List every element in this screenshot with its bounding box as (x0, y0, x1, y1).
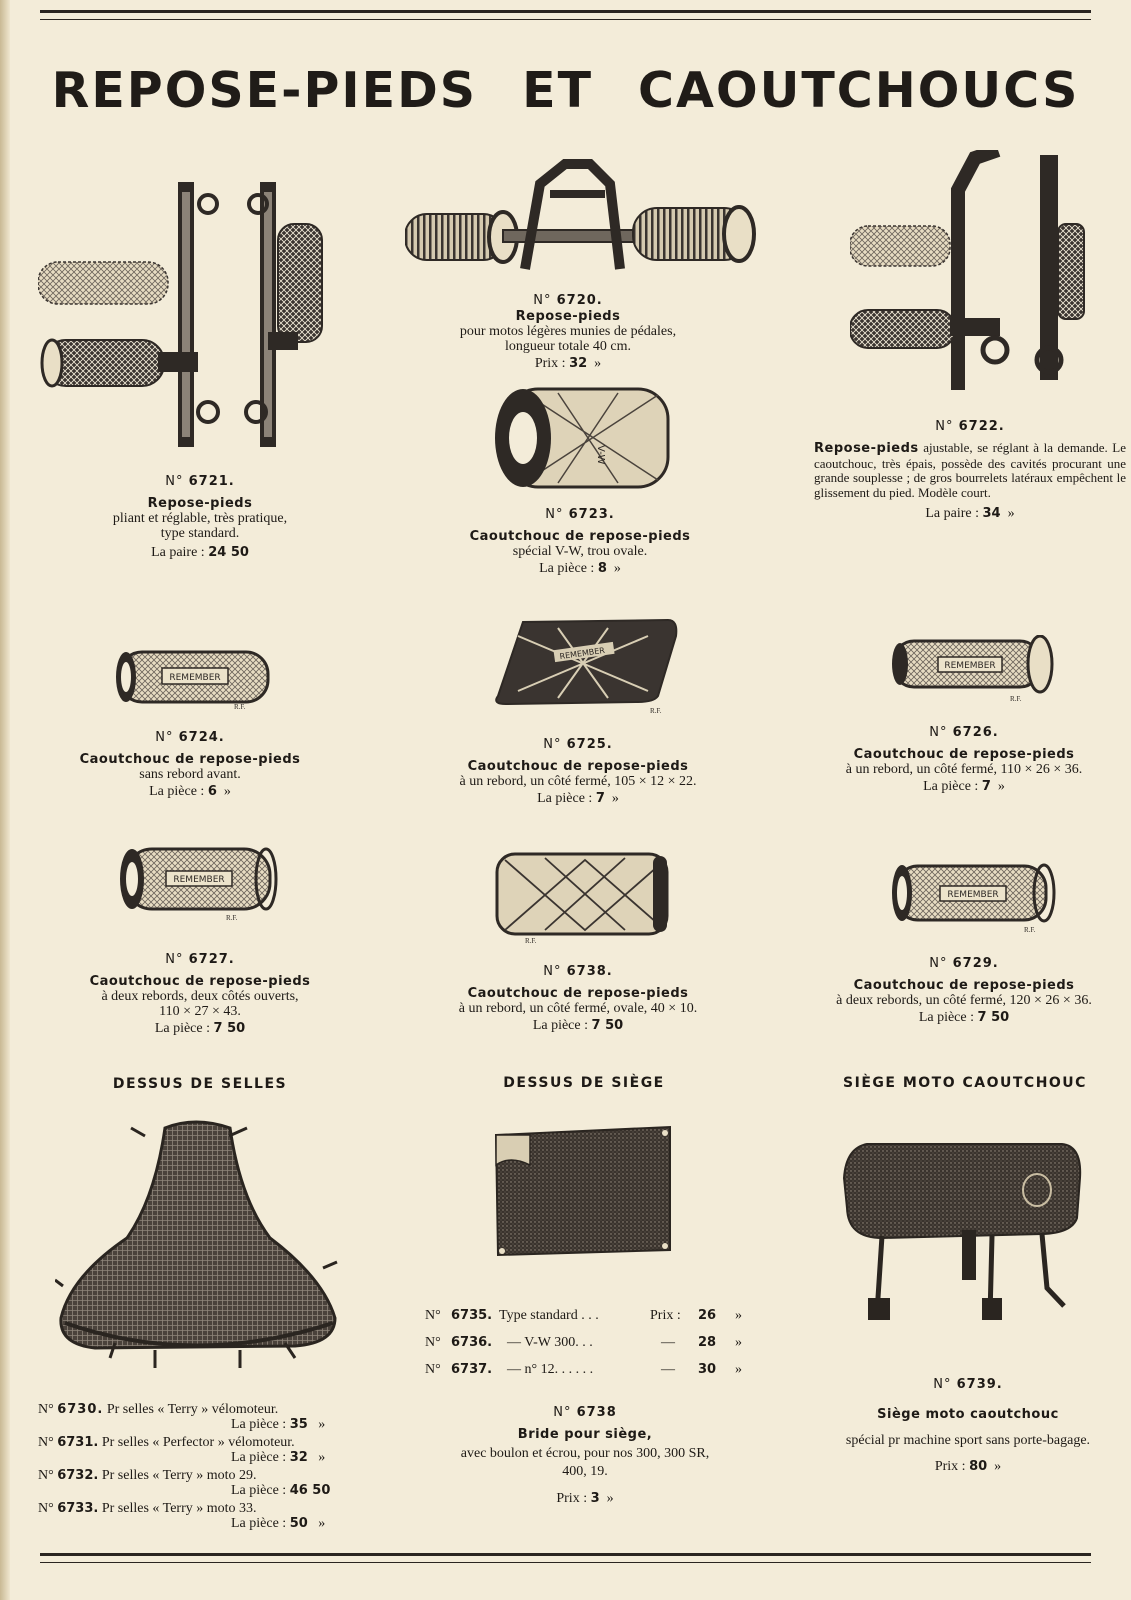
bottom-rule (40, 1553, 1091, 1563)
price-label: La pièce : (539, 561, 595, 576)
item-text: Pr selles « Terry » moto 33. (101, 1501, 257, 1516)
rubber-grip-illustration (890, 635, 1055, 705)
product-6725 (408, 737, 748, 806)
section-title-siege: DESSUS DE SIÈGE (503, 1075, 665, 1091)
row-type: — V-W 300. . . (507, 1335, 593, 1350)
product-desc: pour motos légères munies de pédales, (459, 324, 677, 339)
rf-mark: R.F. (650, 707, 662, 715)
product-number-prefix: N° (38, 1501, 54, 1516)
product-number: 6731. (57, 1435, 99, 1450)
price-value: 30 (698, 1362, 717, 1377)
product-number: 6738 (576, 1405, 617, 1420)
rubber-grip-illustration (112, 648, 272, 710)
product-number-prefix: N° (155, 730, 174, 745)
price-value: 7 (981, 779, 991, 794)
product-number-prefix: N° (543, 737, 562, 752)
row-type: — n° 12. . . . . . (507, 1362, 594, 1377)
brand-mark: REMEMBER (944, 661, 996, 671)
product-number-prefix: N° (425, 1362, 441, 1377)
section-title-selles: DESSUS DE SELLES (112, 1076, 288, 1092)
saddle-list (38, 1402, 358, 1531)
product-desc: type standard. (160, 526, 240, 541)
footrest-6721-illustration (38, 182, 338, 457)
product-number: 6735. (451, 1308, 493, 1323)
page-title: REPOSE-PIEDS ET CAOUTCHOUCS (51, 62, 1080, 119)
product-number-prefix: N° (929, 956, 948, 971)
price-value: 7 50 (591, 1018, 624, 1033)
product-number-prefix: N° (425, 1308, 441, 1323)
price-label: Prix : (556, 1491, 588, 1506)
product-number: 6722. (958, 419, 1005, 434)
price-value: 35 (289, 1417, 308, 1432)
vw-mark: V-W (595, 445, 606, 465)
rubber-grip-illustration (495, 850, 675, 945)
product-number: 6721. (188, 474, 235, 489)
product-desc: longueur totale 40 cm. (505, 339, 631, 354)
product-number: 6738. (566, 964, 613, 979)
footrest-6722-illustration (850, 150, 1100, 395)
product-name: Caoutchouc de repose-pieds (853, 747, 1075, 762)
price-suffix: » (318, 1450, 326, 1465)
item-price (38, 1483, 358, 1498)
price-label: Prix : (534, 356, 566, 371)
price-label: La paire : (151, 545, 205, 560)
product-number: 6727. (188, 952, 235, 967)
price-value: 50 (289, 1516, 308, 1531)
table-row (425, 1362, 755, 1382)
product-name: Caoutchouc de repose-pieds (79, 752, 301, 767)
rubber-grip-illustration (118, 845, 278, 923)
product-number: 6725. (566, 737, 613, 752)
product-number: 6733. (57, 1501, 99, 1516)
price-value: 3 (590, 1491, 600, 1506)
product-6729 (800, 956, 1128, 1025)
item-text: Pr selles « Perfector » vélomoteur. (101, 1435, 295, 1450)
product-number: 6732. (57, 1468, 99, 1483)
price-value: 32 (569, 356, 588, 371)
price-suffix: » (1007, 506, 1015, 521)
product-6726 (800, 725, 1128, 794)
price-suffix: » (611, 791, 619, 806)
product-number-prefix: N° (929, 725, 948, 740)
product-number-prefix: N° (38, 1435, 54, 1450)
price-suffix: » (613, 561, 621, 576)
footrest-6720-illustration (405, 154, 762, 284)
price-suffix: » (994, 1459, 1002, 1474)
product-desc: spécial V-W, trou ovale. (512, 544, 648, 559)
product-number-prefix: N° (533, 293, 552, 308)
product-name: Repose-pieds (814, 441, 919, 456)
brand-mark: REMEMBER (169, 673, 221, 683)
rf-mark: R.F. (1010, 695, 1022, 703)
product-number-prefix: N° (38, 1468, 54, 1483)
product-number: 6736. (451, 1335, 493, 1350)
product-name: Caoutchouc de repose-pieds (89, 974, 311, 989)
price-label: La pièce : (231, 1516, 287, 1531)
product-desc: sans rebord avant. (139, 767, 241, 782)
product-desc: à un rebord, un côté fermé, ovale, 40 × 10. (458, 1001, 698, 1016)
product-number: 6724. (178, 730, 225, 745)
product-name: Caoutchouc de repose-pieds (853, 978, 1075, 993)
item-text: Pr selles « Terry » moto 29. (101, 1468, 257, 1483)
brand-mark: REMEMBER (559, 645, 606, 662)
moto-seat-illustration (842, 1138, 1087, 1333)
product-6727 (40, 952, 360, 1036)
row-type: Type standard . . . (499, 1308, 599, 1323)
price-label: Prix : (934, 1459, 966, 1474)
price-label: La pièce : (537, 791, 593, 806)
product-desc: ajustable, se réglant à la demande. Le caoutchouc, très épais, possède des cavités procurant une grande souplesse ; de gros bourrelets latéraux empêchent le glissement du pied. Modèle court. (814, 440, 1126, 500)
price-suffix: » (223, 784, 231, 799)
price-label: La pièce : (231, 1417, 287, 1432)
product-number: 6726. (952, 725, 999, 740)
product-number-prefix: N° (933, 1377, 952, 1392)
product-desc: avec boulon et écrou, pour nos 300, 300 SR, (460, 1446, 710, 1461)
price-label: La pièce : (923, 779, 979, 794)
product-number-prefix: N° (165, 952, 184, 967)
price-value: 46 50 (289, 1483, 331, 1498)
rf-mark: R.F. (525, 937, 537, 945)
price-label: La pièce : (231, 1483, 287, 1498)
product-6720 (418, 293, 718, 371)
table-row (425, 1308, 755, 1328)
price-suffix: » (735, 1308, 742, 1323)
price-value: 34 (982, 506, 1001, 521)
product-desc: à un rebord, un côté fermé, 110 × 26 × 36. (845, 762, 1083, 777)
price-value: 28 (698, 1335, 717, 1350)
rf-mark: R.F. (226, 914, 238, 922)
price-label: La paire : (925, 506, 980, 521)
product-number: 6730. (57, 1402, 104, 1417)
price-suffix: » (735, 1362, 742, 1377)
price-label: Prix : (650, 1308, 681, 1323)
price-value: 6 (207, 784, 217, 799)
product-desc: à deux rebords, deux côtés ouverts, (101, 989, 299, 1004)
price-suffix: » (606, 1491, 614, 1506)
product-name: Caoutchouc de repose-pieds (467, 759, 689, 774)
product-6739 (808, 1377, 1128, 1474)
list-item (38, 1468, 358, 1483)
list-item (38, 1501, 358, 1516)
product-name: Siège moto caoutchouc (877, 1407, 1059, 1422)
product-number-prefix: N° (543, 964, 562, 979)
price-label: — (661, 1362, 675, 1377)
price-value: 80 (969, 1459, 988, 1474)
rf-mark: R.F. (234, 703, 246, 710)
price-suffix: » (594, 356, 602, 371)
product-number-prefix: N° (38, 1402, 54, 1417)
product-desc: à deux rebords, un côté fermé, 120 × 26 × 36. (836, 993, 1092, 1008)
price-value: 7 (595, 791, 605, 806)
product-number: 6723. (568, 507, 615, 522)
price-value: 7 50 (977, 1010, 1010, 1025)
product-6723 (430, 507, 730, 576)
item-price (38, 1417, 358, 1432)
rubber-grip-illustration (890, 860, 1060, 935)
price-label: — (661, 1335, 675, 1350)
product-name: Caoutchouc de repose-pieds (467, 986, 689, 1001)
product-6738-rubber (408, 964, 748, 1033)
brand-mark: REMEMBER (173, 875, 225, 885)
product-name: Caoutchouc de repose-pieds (469, 529, 691, 544)
product-number: 6739. (956, 1377, 1003, 1392)
product-6724 (40, 730, 340, 799)
product-name: Bride pour siège, (517, 1427, 653, 1442)
rubber-grip-illustration (478, 616, 683, 716)
item-text: Pr selles « Terry » vélomoteur. (106, 1402, 279, 1417)
table-row (425, 1335, 755, 1355)
seat-cover-illustration (490, 1125, 680, 1260)
product-name: Repose-pieds (515, 309, 621, 324)
price-suffix: » (735, 1335, 742, 1350)
product-number: 6729. (952, 956, 999, 971)
price-label: La pièce : (918, 1010, 974, 1025)
product-desc: pliant et réglable, très pratique, (112, 511, 288, 526)
price-value: 7 50 (213, 1021, 246, 1036)
price-label: La pièce : (154, 1021, 210, 1036)
product-number-prefix: N° (165, 474, 184, 489)
price-value: 24 50 (208, 545, 249, 560)
section-title-moto: SIÈGE MOTO CAOUTCHOUC (843, 1075, 1087, 1091)
item-price (38, 1450, 358, 1465)
top-rule (40, 10, 1091, 20)
product-6722 (814, 419, 1126, 521)
price-suffix: » (318, 1516, 326, 1531)
product-number: 6720. (556, 293, 603, 308)
price-label: La pièce : (231, 1450, 287, 1465)
price-value: 32 (289, 1450, 308, 1465)
list-item (38, 1402, 358, 1417)
list-item (38, 1435, 358, 1450)
product-number-prefix: N° (425, 1335, 441, 1350)
product-desc: 400, 19. (562, 1464, 608, 1479)
page-edge (0, 0, 10, 1600)
product-number: 6737. (451, 1362, 493, 1377)
product-desc: à un rebord, un côté fermé, 105 × 12 × 22. (459, 774, 697, 789)
price-suffix: » (318, 1417, 326, 1432)
price-suffix: » (997, 779, 1005, 794)
product-desc: spécial pr machine sport sans porte-bagage. (845, 1433, 1091, 1448)
brand-mark: REMEMBER (947, 890, 999, 900)
saddle-cover-illustration (55, 1118, 340, 1373)
item-price (38, 1516, 358, 1531)
price-label: La pièce : (149, 784, 205, 799)
product-desc: 110 × 27 × 43. (159, 1004, 241, 1019)
price-value: 26 (698, 1308, 717, 1323)
product-6738-bride (420, 1405, 750, 1506)
price-value: 8 (597, 561, 607, 576)
price-label: La pièce : (532, 1018, 588, 1033)
rubber-grip-illustration (488, 385, 673, 493)
product-name: Repose-pieds (147, 496, 253, 511)
product-number-prefix: N° (545, 507, 564, 522)
rf-mark: R.F. (1024, 926, 1036, 934)
product-number-prefix: N° (553, 1405, 572, 1420)
product-number-prefix: N° (935, 419, 954, 434)
product-6721 (50, 474, 350, 560)
